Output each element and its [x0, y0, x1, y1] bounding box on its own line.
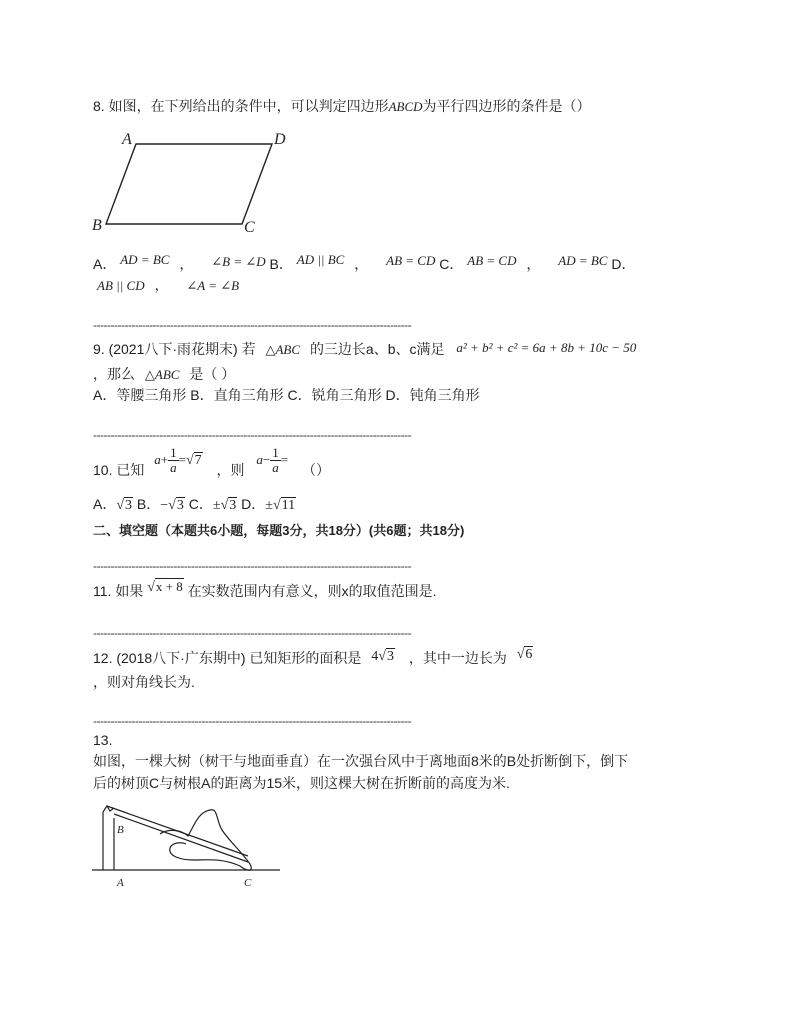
q12-line2: ，则对角线长为.	[93, 674, 195, 690]
q10-opt-a-radicand: 3	[125, 498, 133, 513]
q10-opt-a-value: √3	[116, 498, 133, 513]
separator: -------------------------------------------------------------------------------------------	[93, 626, 412, 640]
q8-opt-b-label[interactable]: B．	[269, 256, 293, 272]
q10-ask-frac-den: a	[272, 460, 279, 475]
q8-opt-d-cond1: AB || CD	[97, 278, 145, 293]
q12-mid: ，其中一边长为	[408, 650, 507, 666]
q8-stem-var: ABCD	[388, 99, 423, 114]
q8-opt-c-cond1: AB = CD	[467, 253, 517, 268]
q10-given-a: a	[154, 452, 161, 468]
q10-ask-expr	[256, 446, 288, 475]
q10-opt-c-radicand: 3	[229, 498, 237, 513]
q9-equation: a² + b² + c² = 6a + 8b + 10c − 50	[456, 340, 637, 355]
q8-opt-b-cond1: AD || BC	[296, 252, 345, 267]
q13-label-b: B	[117, 824, 124, 836]
q9-stem-prefix: 9. (2021八下·雨花期末) 若	[93, 341, 256, 357]
q9-triangle: △ABC	[265, 342, 301, 357]
q13-line1: 如图，一棵大树（树干与地面垂直）在一次强台风中于离地面8米的B处折断倒下，倒下	[93, 753, 629, 769]
q8-opt-b-cond2: AB = CD	[386, 253, 436, 268]
q10-given-frac-num: 1	[170, 445, 177, 460]
q10-ask-eq: =	[280, 452, 289, 468]
q10-ask-a: a	[256, 452, 263, 468]
q12-prefix: 12. (2018八下·广东期中) 已知矩形的面积是	[93, 650, 362, 666]
separator: -------------------------------------------------------------------------------------------	[93, 318, 412, 332]
q10-given-frac-den: a	[170, 460, 177, 475]
q13-label-a: A	[117, 877, 124, 889]
q8-opt-a-cond2: ∠B = ∠D	[211, 254, 266, 269]
q8-parallelogram-figure	[88, 128, 298, 238]
q8-opt-d-label[interactable]: D．	[611, 256, 636, 272]
q13-label-c: C	[244, 877, 252, 889]
q11-radicand: x + 8	[155, 579, 183, 594]
q10-prefix: 10. 已知	[93, 462, 145, 478]
q10-given-plus: +	[160, 452, 169, 468]
q11-stem	[93, 581, 437, 601]
q10-given-root: √7	[185, 453, 202, 469]
q10-given-radicand: 7	[194, 453, 202, 469]
q8-label-c: C	[244, 219, 255, 236]
q10-given-frac	[168, 446, 179, 475]
q8-label-b: B	[92, 217, 102, 234]
q8-opt-a-label[interactable]: A．	[93, 256, 117, 272]
q12-side-value: √6	[516, 647, 533, 662]
q10-ask-frac-num: 1	[272, 445, 279, 460]
q9-options[interactable]: A．等腰三角形 B．直角三角形 C．锐角三角形 D．钝角三角形	[93, 387, 480, 403]
q11-suffix: 在实数范围内有意义，则x的取值范围是.	[187, 583, 437, 599]
q13-line2: 后的树顶C与树根A的距离为15米，则这棵大树在折断前的高度为米.	[93, 775, 510, 791]
q10-opt-d-label[interactable]: D．	[241, 496, 266, 512]
q10-ask-minus: −	[262, 452, 271, 468]
section-2-heading: 二、填空题（本题共6小题，每题3分，共18分）(共6题；共18分)	[93, 523, 465, 538]
separator: -------------------------------------------------------------------------------------------	[93, 714, 412, 728]
q10-opt-d-value: ±√11	[265, 498, 296, 513]
q8-options-line1	[93, 254, 635, 274]
q10-paren: （）	[301, 462, 330, 478]
q9-triangle-2: △ABC	[144, 367, 180, 382]
q10-opt-b-value: −√3	[160, 498, 184, 513]
q8-opt-d-cond2: ∠A = ∠B	[186, 278, 240, 293]
separator: -------------------------------------------------------------------------------------------	[93, 559, 412, 573]
q10-opt-d-radicand: 11	[281, 498, 296, 513]
q8-stem-suffix: 为平行四边形的条件是（）	[422, 98, 591, 114]
q10-opt-b-label[interactable]: B．	[136, 496, 161, 512]
q12-side-radicand: 6	[525, 647, 533, 662]
q10-mid: ，则	[216, 462, 245, 478]
q10-options	[93, 494, 296, 514]
q8-options-line2	[97, 275, 239, 295]
separator: -------------------------------------------------------------------------------------------	[93, 428, 412, 442]
q10-given-expr	[154, 446, 202, 475]
q10-given-eq: =	[178, 452, 186, 468]
q8-stem-prefix: 8. 如图，在下列给出的条件中，可以判定四边形	[93, 98, 389, 114]
q8-opt-c-cond2: AD = BC	[558, 253, 608, 268]
q8-opt-b-sep: ，	[354, 256, 369, 272]
q10-opt-a-label[interactable]: A．	[93, 496, 117, 512]
q10-stem	[93, 446, 330, 486]
q8-stem	[93, 96, 591, 116]
q12-area-radicand: 3	[386, 649, 394, 664]
q13-number: 13.	[93, 732, 113, 748]
q9-line2-prefix: ，那么	[93, 366, 135, 382]
q10-opt-b-radicand: 3	[176, 498, 184, 513]
q13-tree-crown	[160, 810, 251, 870]
q10-opt-c-label[interactable]: C．	[188, 496, 213, 512]
q12-area-coef: 4	[371, 649, 379, 664]
q12-area-value: 4√3	[371, 649, 394, 664]
q10-opt-c-sign: ±	[212, 498, 221, 513]
q13-tree-figure	[90, 800, 290, 895]
q8-opt-a-sep: ，	[179, 256, 194, 272]
q9-stem-mid: 的三边长a、b、c满足	[309, 341, 445, 357]
q9-stem	[93, 339, 636, 359]
q10-opt-b-sign: −	[160, 498, 169, 513]
q9-line2-suffix: 是（ ）	[189, 366, 236, 382]
q8-opt-c-sep: ，	[526, 256, 541, 272]
q8-label-a: A	[122, 131, 132, 148]
q8-opt-c-label[interactable]: C．	[439, 256, 464, 272]
q12-stem	[93, 648, 533, 668]
q8-parallelogram	[106, 144, 272, 224]
q9-line2	[93, 364, 235, 384]
q10-opt-d-sign: ±	[265, 498, 273, 513]
q10-opt-c-value: ±√3	[212, 498, 237, 513]
q8-opt-a-cond1: AD = BC	[120, 252, 170, 267]
q11-prefix: 11. 如果	[93, 583, 144, 599]
q10-ask-frac	[270, 446, 281, 475]
q11-root: √x + 8	[147, 579, 183, 595]
q8-opt-d-sep: ，	[154, 277, 169, 293]
q8-label-d: D	[274, 131, 286, 148]
